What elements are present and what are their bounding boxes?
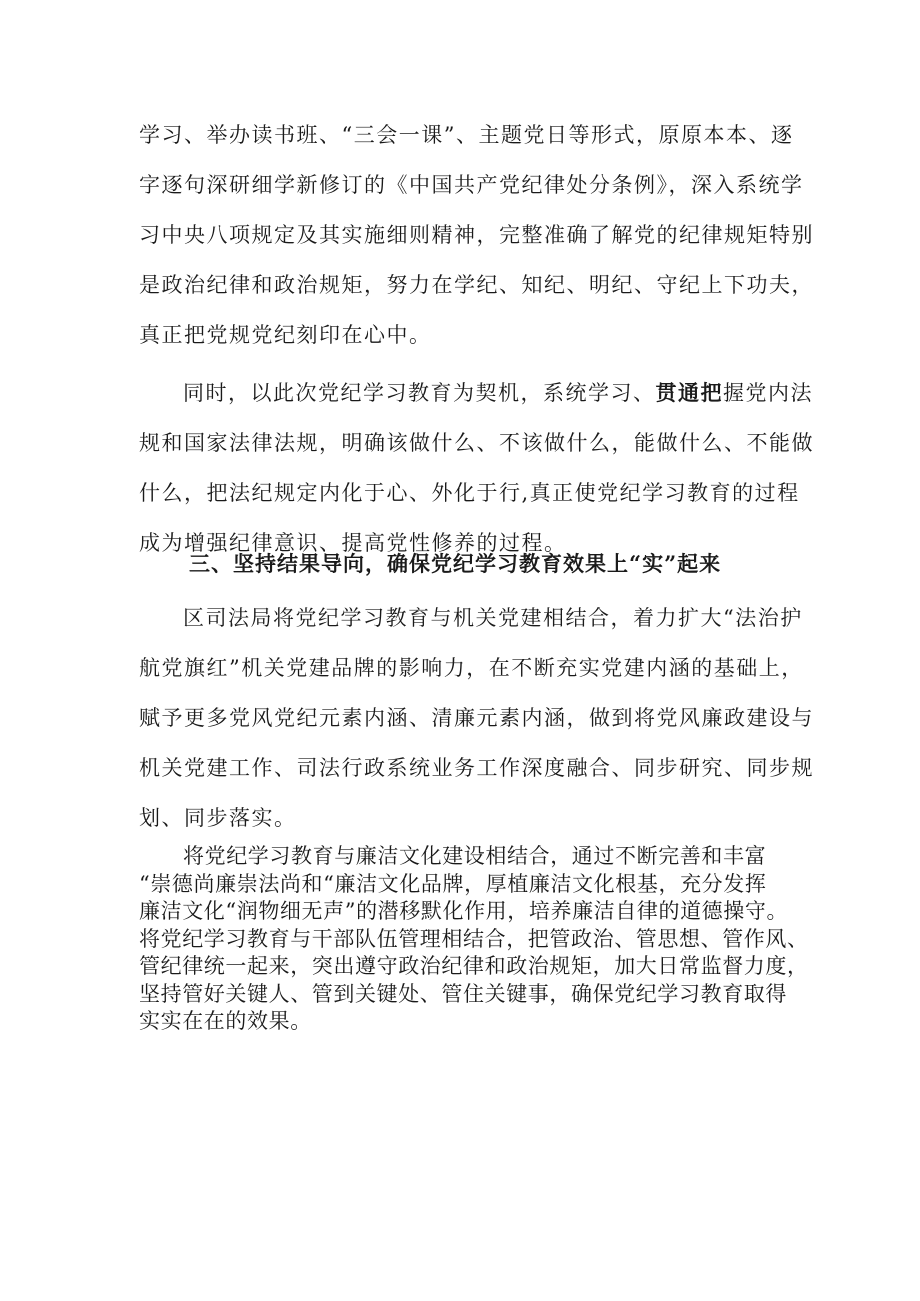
text-line [139, 368, 813, 418]
text-line: 机关党建工作、司法行政系统业务工作深度融合、同步研究、同步规 [139, 756, 814, 780]
text-line: 实实在在的效果。 [139, 1009, 312, 1033]
paragraph-1-text [139, 110, 814, 360]
bold-text-segment: 贯通把 [655, 380, 723, 405]
section-heading: 三、坚持结果导向，确保党纪学习教育效果上“实”起来 [189, 551, 722, 576]
paragraph-2-text [139, 368, 814, 568]
text-line: 习中央八项规定及其实施细则精神，完整准确了解党的纪律规矩特别 [139, 223, 814, 247]
text-line: 将党纪学习教育与干部队伍管理相结合，把管政治、管思想、管作风、 [139, 926, 809, 951]
paragraph-2 [139, 368, 814, 568]
text-line: 划、同步落实。 [139, 806, 297, 830]
text-line: 航党旗红”机关党建品牌的影响力，在不断充实党建内涵的基础上， [139, 656, 804, 680]
text-line: 坚持管好关键人、管到关键处、管住关键事，确保党纪学习教育取得 [139, 981, 787, 1006]
paragraph-1 [139, 110, 814, 360]
text-line: 是政治纪律和政治规矩，努力在学纪、知纪、明纪、守纪上下功夫， [139, 273, 814, 297]
text-line: 成为增强纪律意识、提高党性修养的过程。 [139, 531, 567, 555]
text-line: 学习、举办读书班、“三会一课”、主题党日等形式，原原本本、逐 [139, 123, 794, 147]
text-line: “崇德尚廉崇法尚和“廉洁文化品牌，厚植廉洁文化根基，充分发挥 [139, 871, 767, 896]
text-segment: 同时，以此次党纪学习教育为契机，系统学习、 [183, 381, 656, 405]
paragraph-4-text [139, 843, 809, 1036]
text-line: 将党纪学习教育与廉洁文化建设相结合，通过不断完善和丰富 [183, 844, 767, 868]
text-line: 廉洁文化“润物细无声”的潜移默化作用，培养廉洁自律的道德操守。 [139, 899, 789, 923]
text-line: 管纪律统一起来，突出遵守政治纪律和政治规矩，加大日常监督力度， [139, 954, 809, 978]
paragraph-4 [139, 843, 809, 1036]
text-line: 真正把党规党纪刻印在心中。 [139, 323, 432, 347]
text-line: 区司法局将党纪学习教育与机关党建相结合，着力扩大“法治护 [183, 606, 803, 630]
paragraph-3 [139, 593, 814, 843]
text-line: 赋予更多党风党纪元素内涵、清廉元素内涵，做到将党风廉政建设与 [139, 706, 814, 730]
text-segment: 握党内法 [723, 381, 813, 405]
text-line: 规和国家法律法规，明确该做什么、不该做什么，能做什么、不能做 [139, 431, 814, 455]
text-line: 什么，把法纪规定内化于心、外化于行,真正使党纪学习教育的过程 [139, 481, 800, 505]
paragraph-3-text [139, 593, 814, 843]
text-line: 字逐句深研细学新修订的《中国共产党纪律处分条例》，深入系统学 [139, 173, 804, 197]
